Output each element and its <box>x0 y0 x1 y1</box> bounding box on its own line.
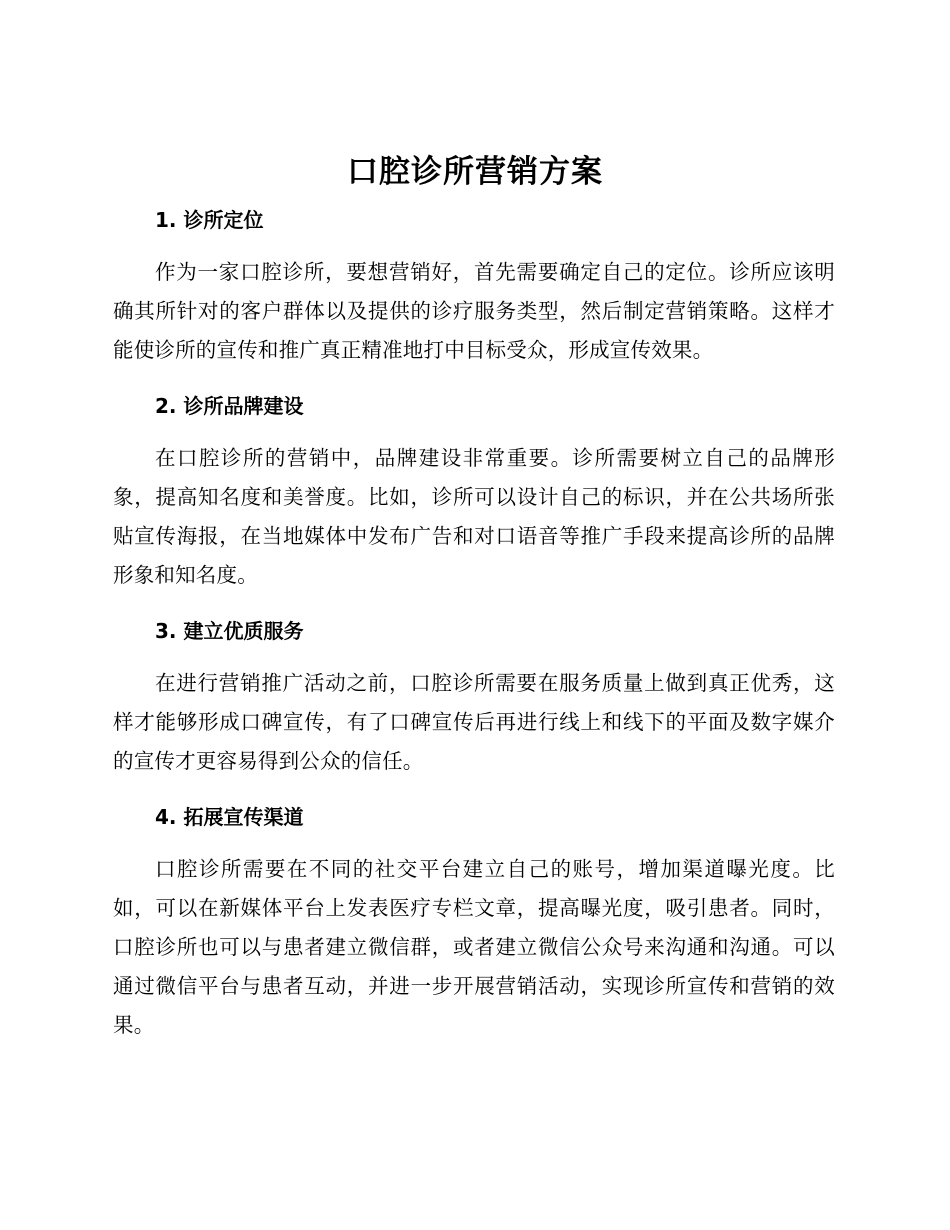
section-paragraph: 在口腔诊所的营销中，品牌建设非常重要。诊所需要树立自己的品牌形象，提高知名度和美誉度。比如，诊所可以设计自己的标识，并在公共场所张贴宣传海报，在当地媒体中发布广告和对口语音等推广手段来提高诊所的品牌形象和知名度。 <box>113 446 835 587</box>
section-heading: 2. 诊所品牌建设 <box>155 394 304 418</box>
section-positioning <box>113 200 835 370</box>
document-body <box>113 200 835 1061</box>
document-title: 口腔诊所营销方案 <box>347 154 603 190</box>
section-heading: 3. 建立优质服务 <box>155 619 304 643</box>
section-promotion-channels <box>113 797 835 1045</box>
section-heading: 1. 诊所定位 <box>155 208 264 232</box>
section-paragraph: 口腔诊所需要在不同的社交平台建立自己的账号，增加渠道曝光度。比如，可以在新媒体平台上发表医疗专栏文章，提高曝光度，吸引患者。同时，口腔诊所也可以与患者建立微信群，或者建立微信公众号来沟通和沟通。可以通过微信平台与患者互动，并进一步开展营销活动，实现诊所宣传和营销的效果。 <box>113 857 835 1037</box>
section-paragraph: 作为一家口腔诊所，要想营销好，首先需要确定自己的定位。诊所应该明确其所针对的客户群体以及提供的诊疗服务类型，然后制定营销策略。这样才能使诊所的宣传和推广真正精准地打中目标受众，形成宣传效果。 <box>113 260 835 362</box>
section-paragraph: 在进行营销推广活动之前，口腔诊所需要在服务质量上做到真正优秀，这样才能够形成口碑宣传，有了口碑宣传后再进行线上和线下的平面及数字媒介的宣传才更容易得到公众的信任。 <box>113 671 835 773</box>
section-heading: 4. 拓展宣传渠道 <box>155 805 304 829</box>
section-quality-service <box>113 611 835 781</box>
section-brand-building <box>113 386 835 595</box>
